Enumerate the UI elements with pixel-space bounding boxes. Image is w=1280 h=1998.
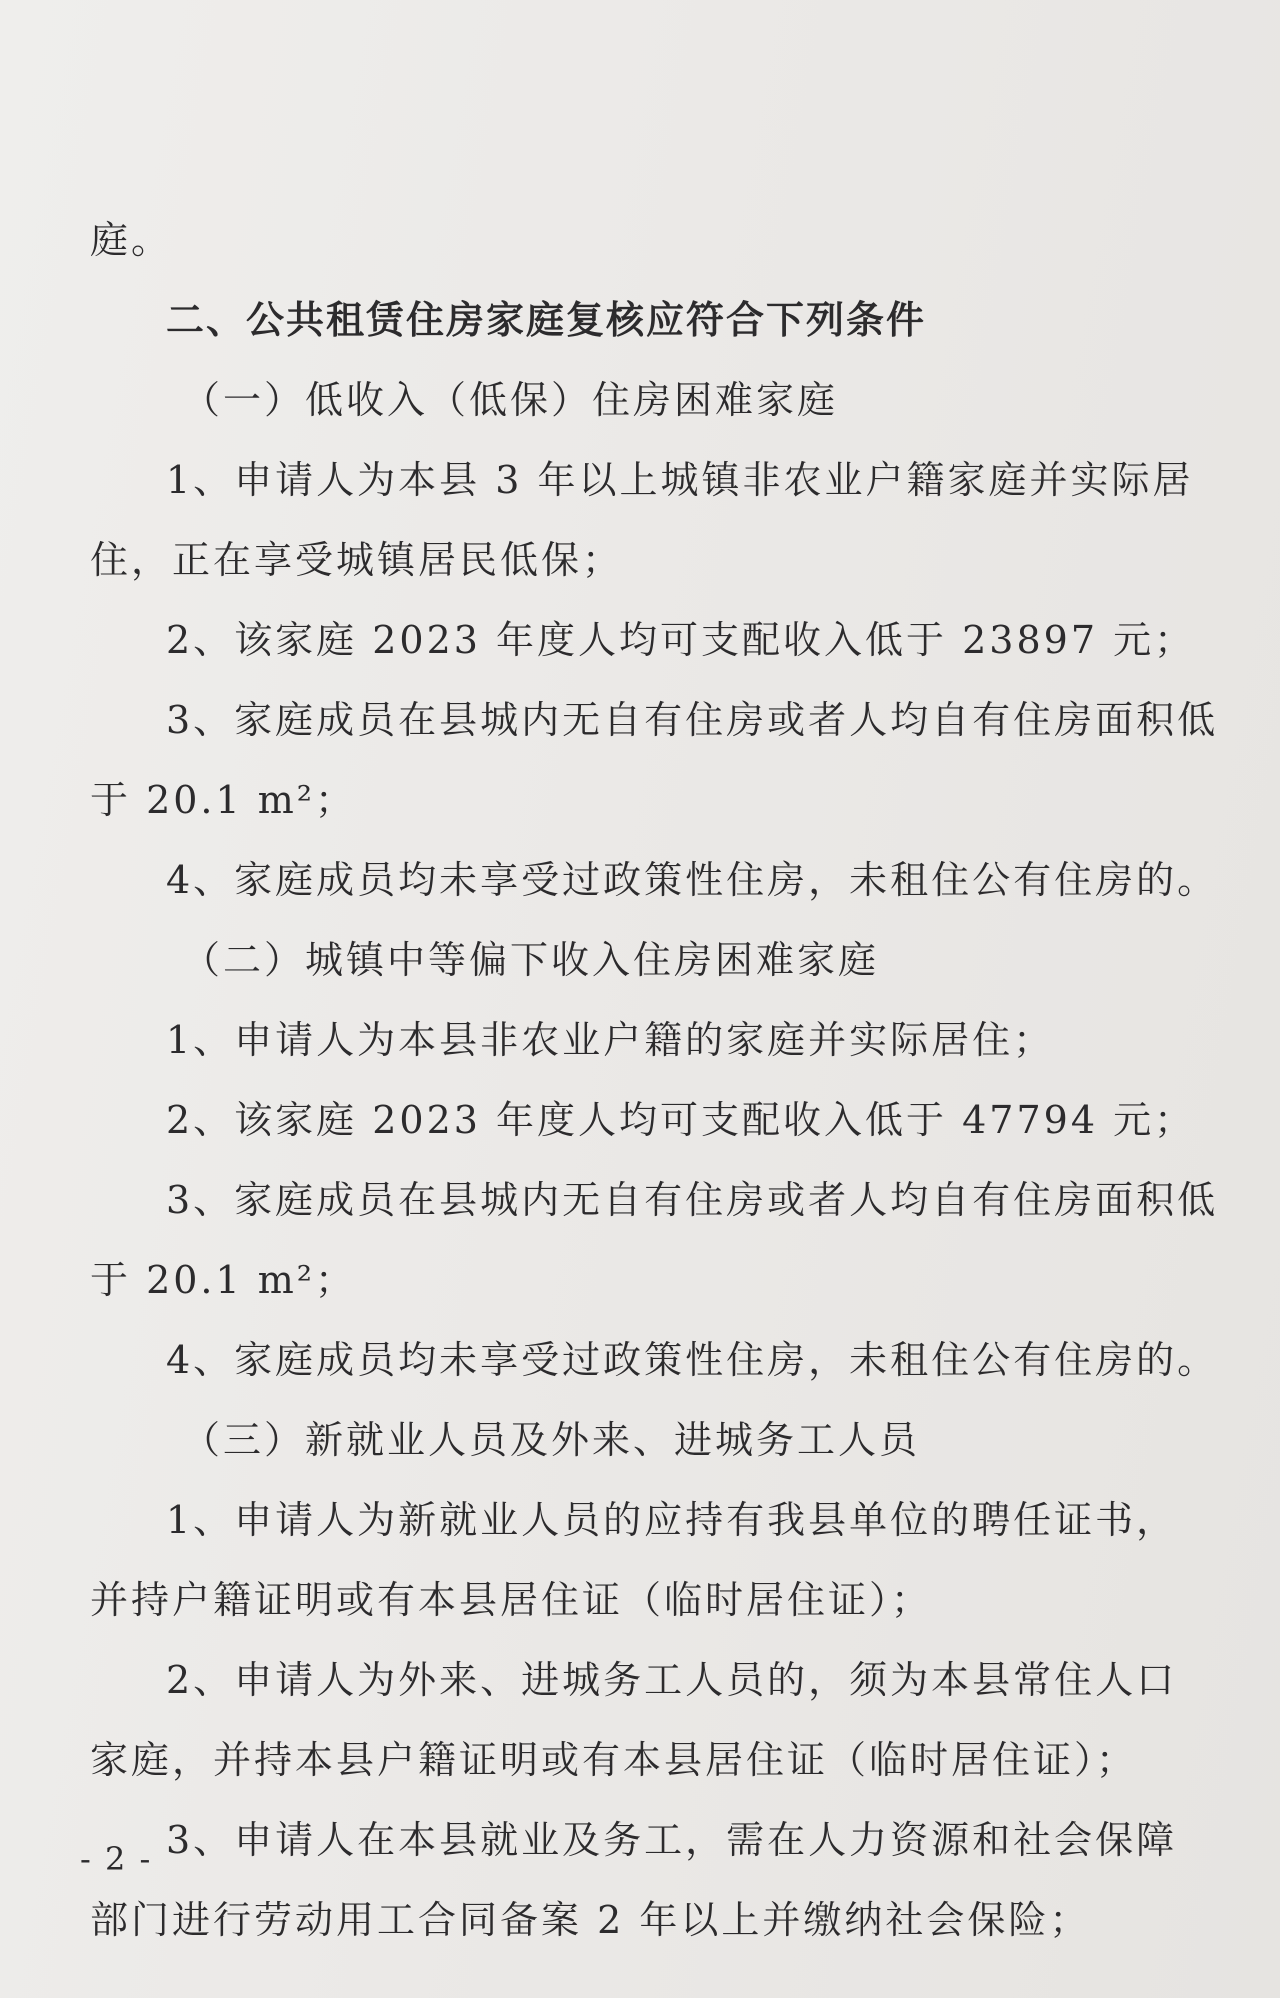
page-number: - 2 - (80, 1840, 153, 1878)
text-line: 3、家庭成员在县城内无自有住房或者人均自有住房面积低 (166, 698, 1219, 742)
text-line: 3、家庭成员在县城内无自有住房或者人均自有住房面积低 (166, 1178, 1219, 1222)
document-body (90, 200, 1219, 1960)
text-line: 2、该家庭 2023 年度人均可支配收入低于 47794 元； (166, 1098, 1196, 1142)
text-line: 4、家庭成员均未享受过政策性住房，未租住公有住房的。 (166, 1338, 1219, 1382)
text-line: 3、申请人在本县就业及务工，需在人力资源和社会保障 (166, 1818, 1178, 1862)
text-line: 庭。 (90, 218, 173, 262)
text-line: 于 20.1 m²； (90, 1258, 357, 1302)
text-line: 家庭，并持本县户籍证明或有本县居住证（临时居住证）； (90, 1738, 1138, 1782)
text-line: 2、申请人为外来、进城务工人员的，须为本县常住人口 (166, 1658, 1178, 1702)
subsection-heading: （一）低收入（低保）住房困难家庭 (182, 378, 839, 422)
text-line: 1、申请人为新就业人员的应持有我县单位的聘任证书， (166, 1498, 1178, 1542)
text-line: 于 20.1 m²； (90, 778, 357, 822)
text-line: 住，正在享受城镇居民低保； (90, 538, 624, 582)
section-heading: 二、公共租赁住房家庭复核应符合下列条件 (166, 298, 927, 342)
subsection-heading: （二）城镇中等偏下收入住房困难家庭 (182, 938, 880, 982)
text-line: 部门进行劳动用工合同备案 2 年以上并缴纳社会保险； (90, 1898, 1091, 1942)
text-line: 2、该家庭 2023 年度人均可支配收入低于 23897 元； (166, 618, 1196, 662)
text-line: 4、家庭成员均未享受过政策性住房，未租住公有住房的。 (166, 858, 1219, 902)
text-line: 并持户籍证明或有本县居住证（临时居住证）； (90, 1578, 933, 1622)
text-line: 1、申请人为本县 3 年以上城镇非农业户籍家庭并实际居 (166, 458, 1194, 502)
subsection-heading: （三）新就业人员及外来、进城务工人员 (182, 1418, 921, 1462)
text-line: 1、申请人为本县非农业户籍的家庭并实际居住； (166, 1018, 1055, 1062)
